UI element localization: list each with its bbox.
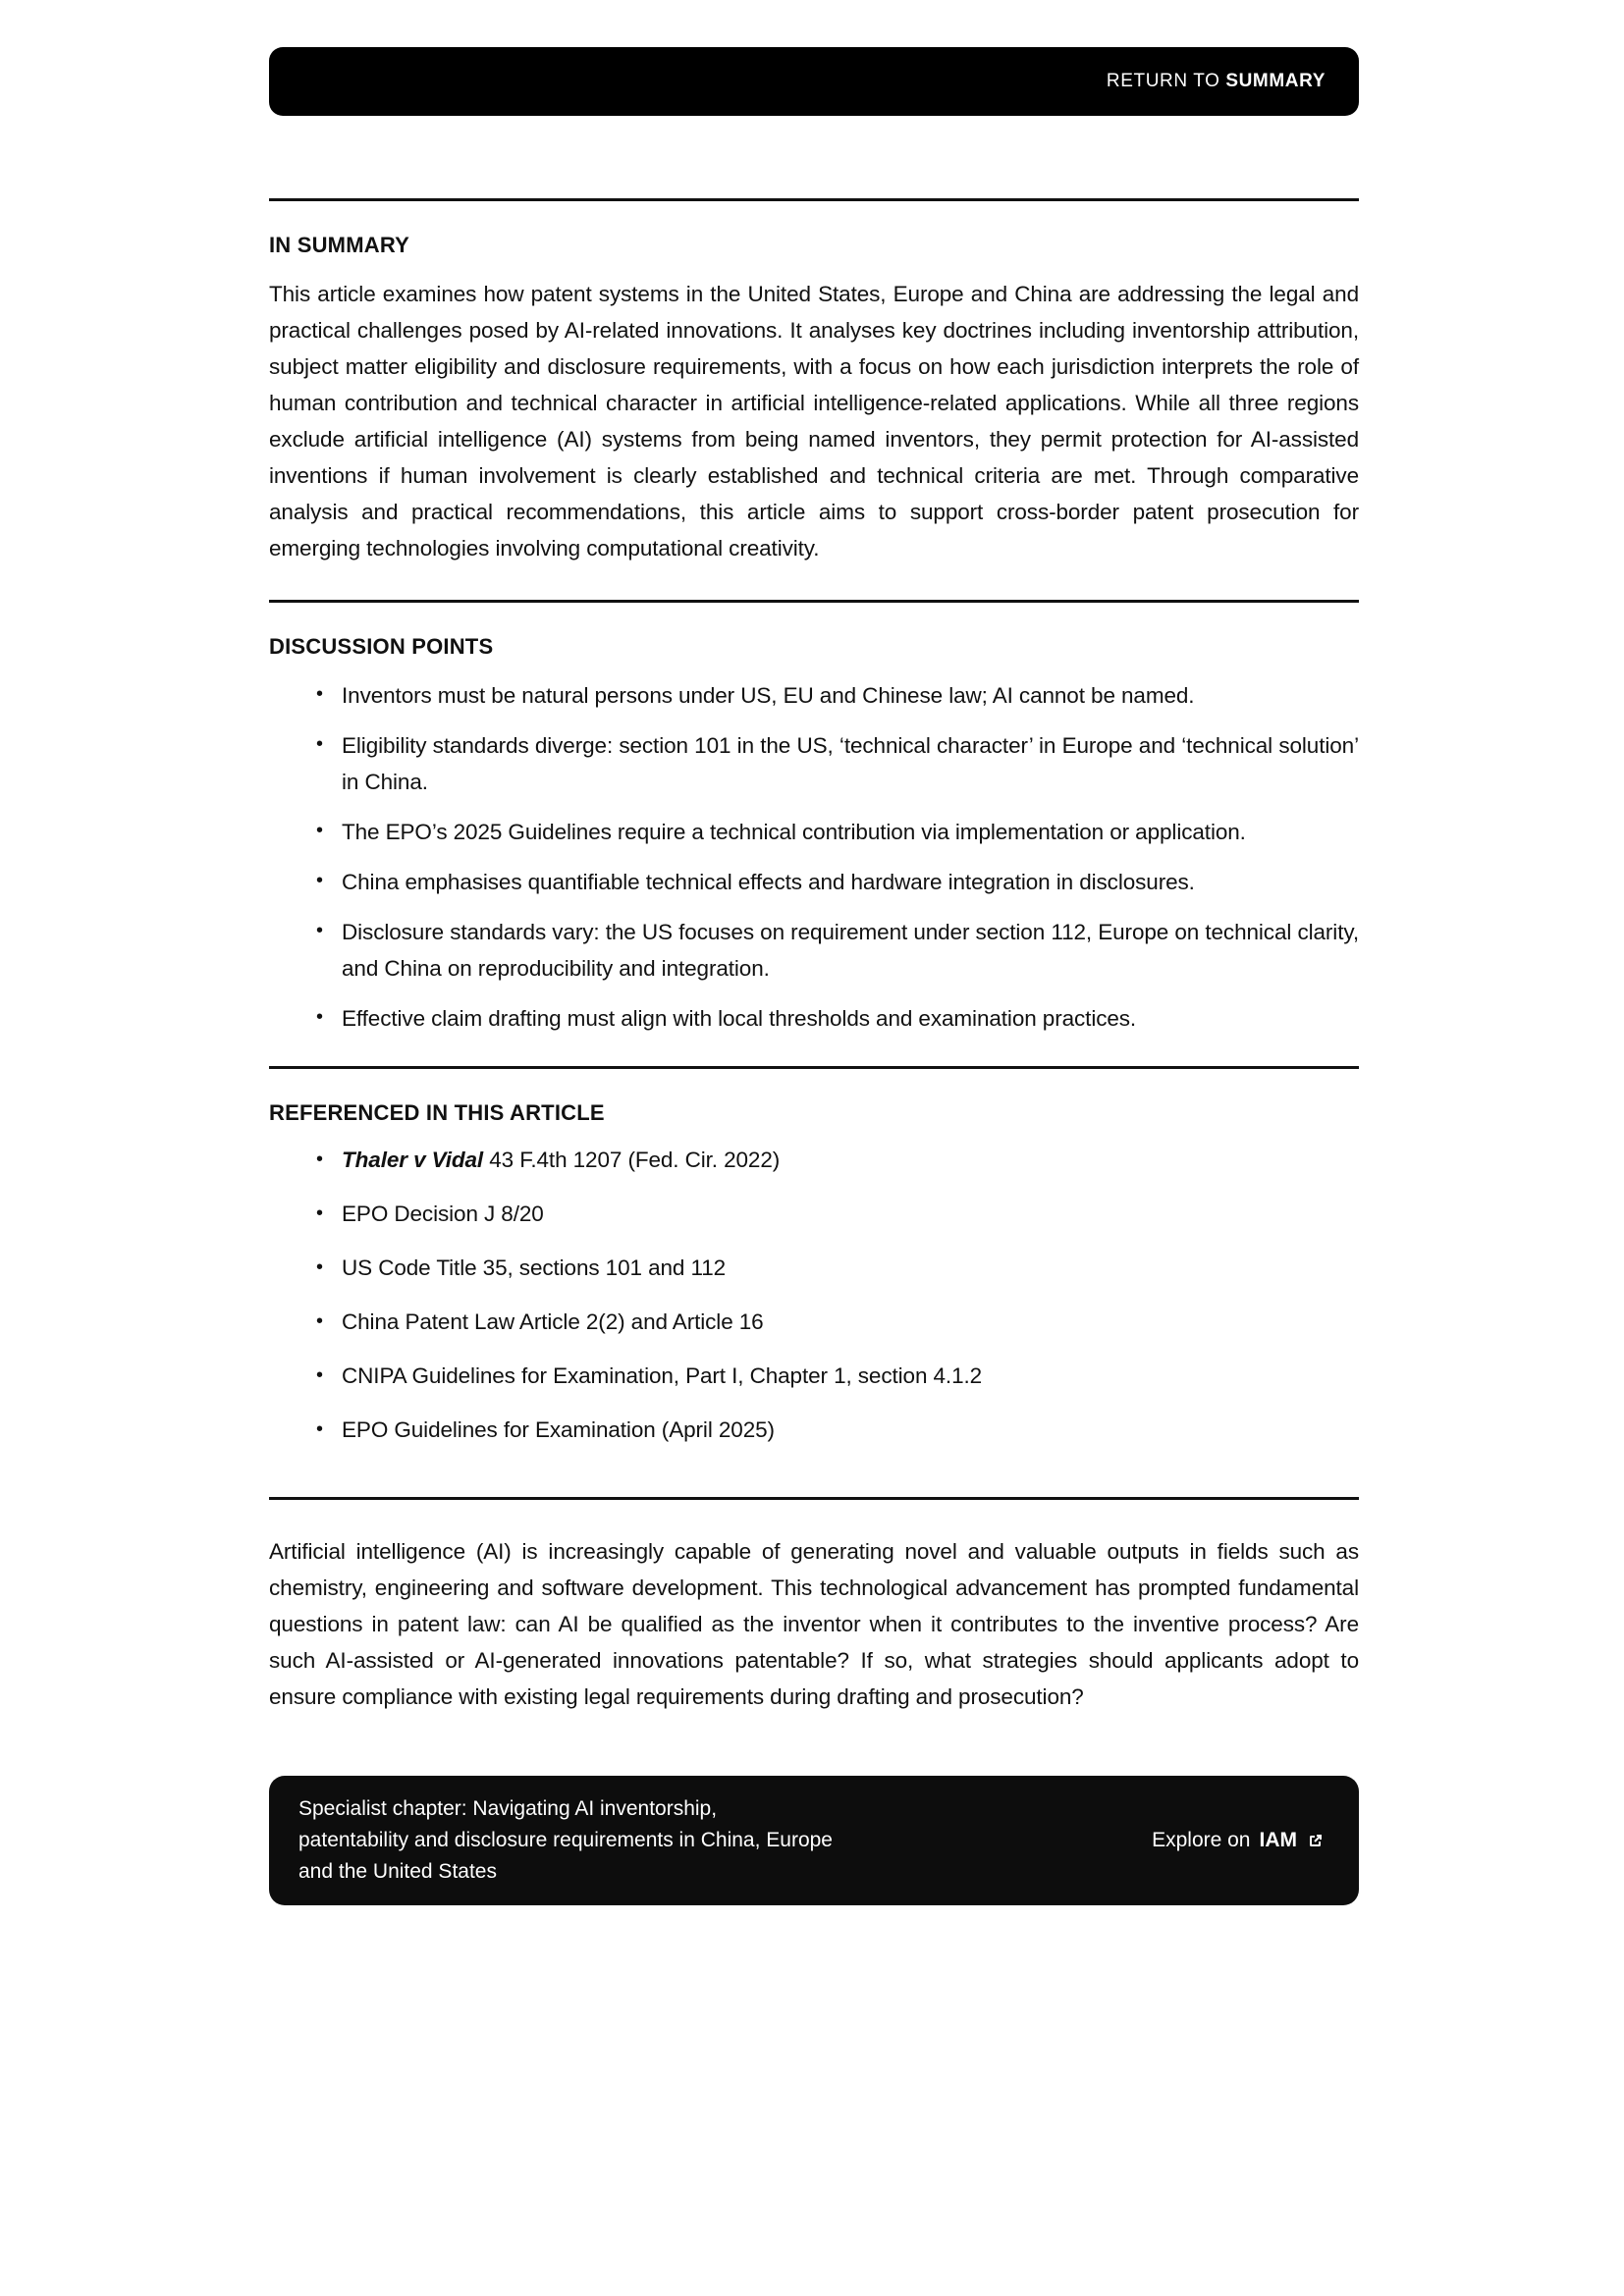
external-link-icon [1306, 1831, 1326, 1850]
list-item [316, 1144, 1359, 1177]
list-item: • China emphasises quantifiable technical effects and hardware integration in disclosures. [316, 864, 1359, 900]
explore-on-iam-link[interactable] [1152, 1829, 1326, 1852]
discussion-points-list [269, 677, 1359, 1037]
list-item [316, 1252, 1359, 1285]
spacer [269, 1037, 1359, 1066]
divider-above-discussion [269, 600, 1359, 603]
reference-citation: EPO Guidelines for Examination (April 2025) [342, 1417, 775, 1442]
list-item [316, 1306, 1359, 1339]
return-to-summary-prefix: RETURN TO [1106, 71, 1226, 91]
spacer [269, 1468, 1359, 1497]
specialist-chapter-promo-bar[interactable] [269, 1776, 1359, 1905]
return-to-summary-bold: SUMMARY [1225, 71, 1326, 91]
promo-title-line-2: patentability and disclosure requirements in China, Europe [298, 1829, 833, 1851]
promo-title-line-1: Specialist chapter: Navigating AI inventorship, [298, 1797, 718, 1820]
referenced-list [269, 1144, 1359, 1447]
explore-prefix: Explore on [1152, 1829, 1251, 1851]
spacer [269, 566, 1359, 600]
promo-title-line-3: and the United States [298, 1860, 497, 1883]
explore-brand: IAM [1259, 1829, 1297, 1851]
document-content-column [269, 0, 1359, 1905]
promo-title [298, 1793, 833, 1888]
divider-above-referenced [269, 1066, 1359, 1069]
reference-citation: CNIPA Guidelines for Examination, Part I, Chapter 1, section 4.1.2 [342, 1363, 983, 1388]
list-item: • Effective claim drafting must align with local thresholds and examination practices. [316, 1000, 1359, 1037]
spacer [269, 1500, 1359, 1533]
list-item [316, 1414, 1359, 1447]
reference-citation: China Patent Law Article 2(2) and Article 16 [342, 1309, 764, 1334]
return-to-summary-bar[interactable] [269, 47, 1359, 116]
reference-case-name: Thaler v Vidal [342, 1148, 484, 1172]
referenced-in-article-heading: REFERENCED IN THIS ARTICLE [269, 1100, 605, 1125]
discussion-points-heading: DISCUSSION POINTS [269, 634, 494, 659]
list-item [316, 1198, 1359, 1231]
reference-citation: US Code Title 35, sections 101 and 112 [342, 1255, 727, 1280]
reference-citation: 43 F.4th 1207 (Fed. Cir. 2022) [483, 1148, 781, 1172]
list-item: • Eligibility standards diverge: section 101 in the US, ‘technical character’ in Europe and ‘technical solution’ in China. [316, 727, 1359, 800]
list-item: • The EPO’s 2025 Guidelines require a technical contribution via implementation or application. [316, 814, 1359, 850]
in-summary-text: This article examines how patent systems in the United States, Europe and China are addressing the legal and practical challenges posed by AI-related innovations. It analyses key doctrines including inventorship attribution, subject matter eligibility and disclosure requirements, with a focus on how each jurisdiction interprets the role of human contribution and technical character in artificial intelligence-related applications. While all three regions exclude artificial intelligence (AI) systems from being named inventors, they permit protection for AI-assisted inventions if human involvement is clearly established and technical criteria are met. Through comparative analysis and practical recommendations, this article aims to support cross-border patent prosecution for emerging technologies involving computational creativity. [269, 282, 1359, 561]
reference-citation: EPO Decision J 8/20 [342, 1201, 544, 1226]
list-item: • Disclosure standards vary: the US focuses on requirement under section 112, Europe on technical clarity, and China on reproducibility and integration. [316, 914, 1359, 987]
list-item [316, 1360, 1359, 1393]
article-intro-paragraph: Artificial intelligence (AI) is increasingly capable of generating novel and valuable outputs in fields such as chemistry, engineering and software development. This technological advancement has prompted fundamental questions in patent law: can AI be qualified as the inventor when it contributes to the inventive process? Are such AI-assisted or AI-generated innovations patentable? If so, what strategies should applicants adopt to ensure compliance with existing legal requirements during drafting and prosecution? [269, 1539, 1359, 1709]
list-item: • Inventors must be natural persons under US, EU and Chinese law; AI cannot be named. [316, 677, 1359, 714]
divider-above-summary [269, 198, 1359, 201]
in-summary-heading: IN SUMMARY [269, 233, 409, 257]
return-to-summary-label [1107, 71, 1326, 92]
